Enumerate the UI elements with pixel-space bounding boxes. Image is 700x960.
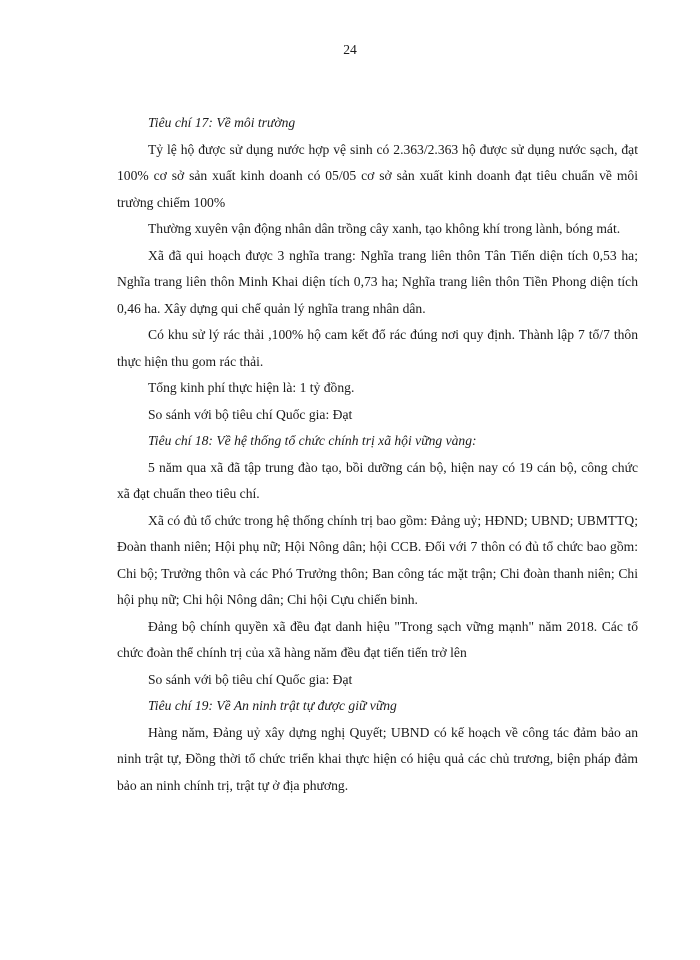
criterion-17-heading: Tiêu chí 17: Về môi trường <box>148 115 296 130</box>
criterion-18-paragraph: 5 năm qua xã đã tập trung đào tạo, bồi dưỡng cán bộ, hiện nay có 19 cán bộ, công chức xã đạt chuẩn theo tiêu chí. <box>117 459 638 501</box>
criterion-19-paragraph: Hàng năm, Đảng uỷ xây dựng nghị Quyết; UBND có kế hoạch về công tác đảm bảo an ninh trật tự, Đồng thời tổ chức triển khai thực hiện có hiệu quả các chủ trương, biện pháp đảm bảo an ninh chính trị, trật tự ở địa phương. <box>117 724 638 793</box>
criterion-19-heading: Tiêu chí 19: Về An ninh trật tự được giữ vững <box>148 698 397 713</box>
criterion-17-paragraph: Thường xuyên vận động nhân dân trồng cây xanh, tạo không khí trong lành, bóng mát. <box>148 221 621 236</box>
criterion-18-paragraph: Đảng bộ chính quyền xã đều đạt danh hiệu "Trong sạch vững mạnh" năm 2018. Các tổ chức đoàn thể chính trị của xã hàng năm đều đạt tiến tiến trở lên <box>117 618 638 660</box>
criterion-18-conclusion: So sánh với bộ tiêu chí Quốc gia: Đạt <box>148 671 353 687</box>
page-number: 24 <box>343 42 357 57</box>
criterion-17-paragraph: Tổng kinh phí thực hiện là: 1 tỷ đồng. <box>148 380 355 395</box>
document-body <box>117 110 638 799</box>
criterion-18-paragraph: Xã có đủ tổ chức trong hệ thống chính trị bao gồm: Đảng uỷ; HĐND; UBND; UBMTTQ; Đoàn thanh niên; Hội phụ nữ; Hội Nông dân; hội CCB. Đối với 7 thôn có đủ tổ chức bao gồm: Chi bộ; Trưởng thôn và các Phó Trưởng thôn; Ban công tác mặt trận; Chi đoàn thanh niên; Chi hội phụ nữ; Chi hội Nông dân; Chi hội Cựu chiến binh. <box>117 512 638 607</box>
criterion-17-paragraph: Tỷ lệ hộ được sử dụng nước hợp vệ sinh có 2.363/2.363 hộ được sử dụng nước sạch, đạt 100% cơ sở sản xuất kinh doanh có 05/05 cơ sở sản xuất kinh doanh đạt tiêu chuẩn về môi trường chiếm 100% <box>117 141 638 210</box>
criterion-17-paragraph: Có khu sử lý rác thải ,100% hộ cam kết đổ rác đúng nơi quy định. Thành lập 7 tổ/7 thôn thực hiện thu gom rác thải. <box>117 327 638 369</box>
criterion-18-heading: Tiêu chí 18: Về hệ thống tổ chức chính trị xã hội vững vàng: <box>148 433 477 448</box>
criterion-17-paragraph: Xã đã qui hoạch được 3 nghĩa trang: Nghĩa trang liên thôn Tân Tiến diện tích 0,53 ha; Nghĩa trang liên thôn Minh Khai diện tích 0,73 ha; Nghĩa trang liên thôn Tiền Phong diện tích 0,46 ha. Xây dựng qui chế quản lý nghĩa trang nhân dân. <box>117 247 638 316</box>
criterion-17-conclusion: So sánh với bộ tiêu chí Quốc gia: Đạt <box>148 406 353 422</box>
